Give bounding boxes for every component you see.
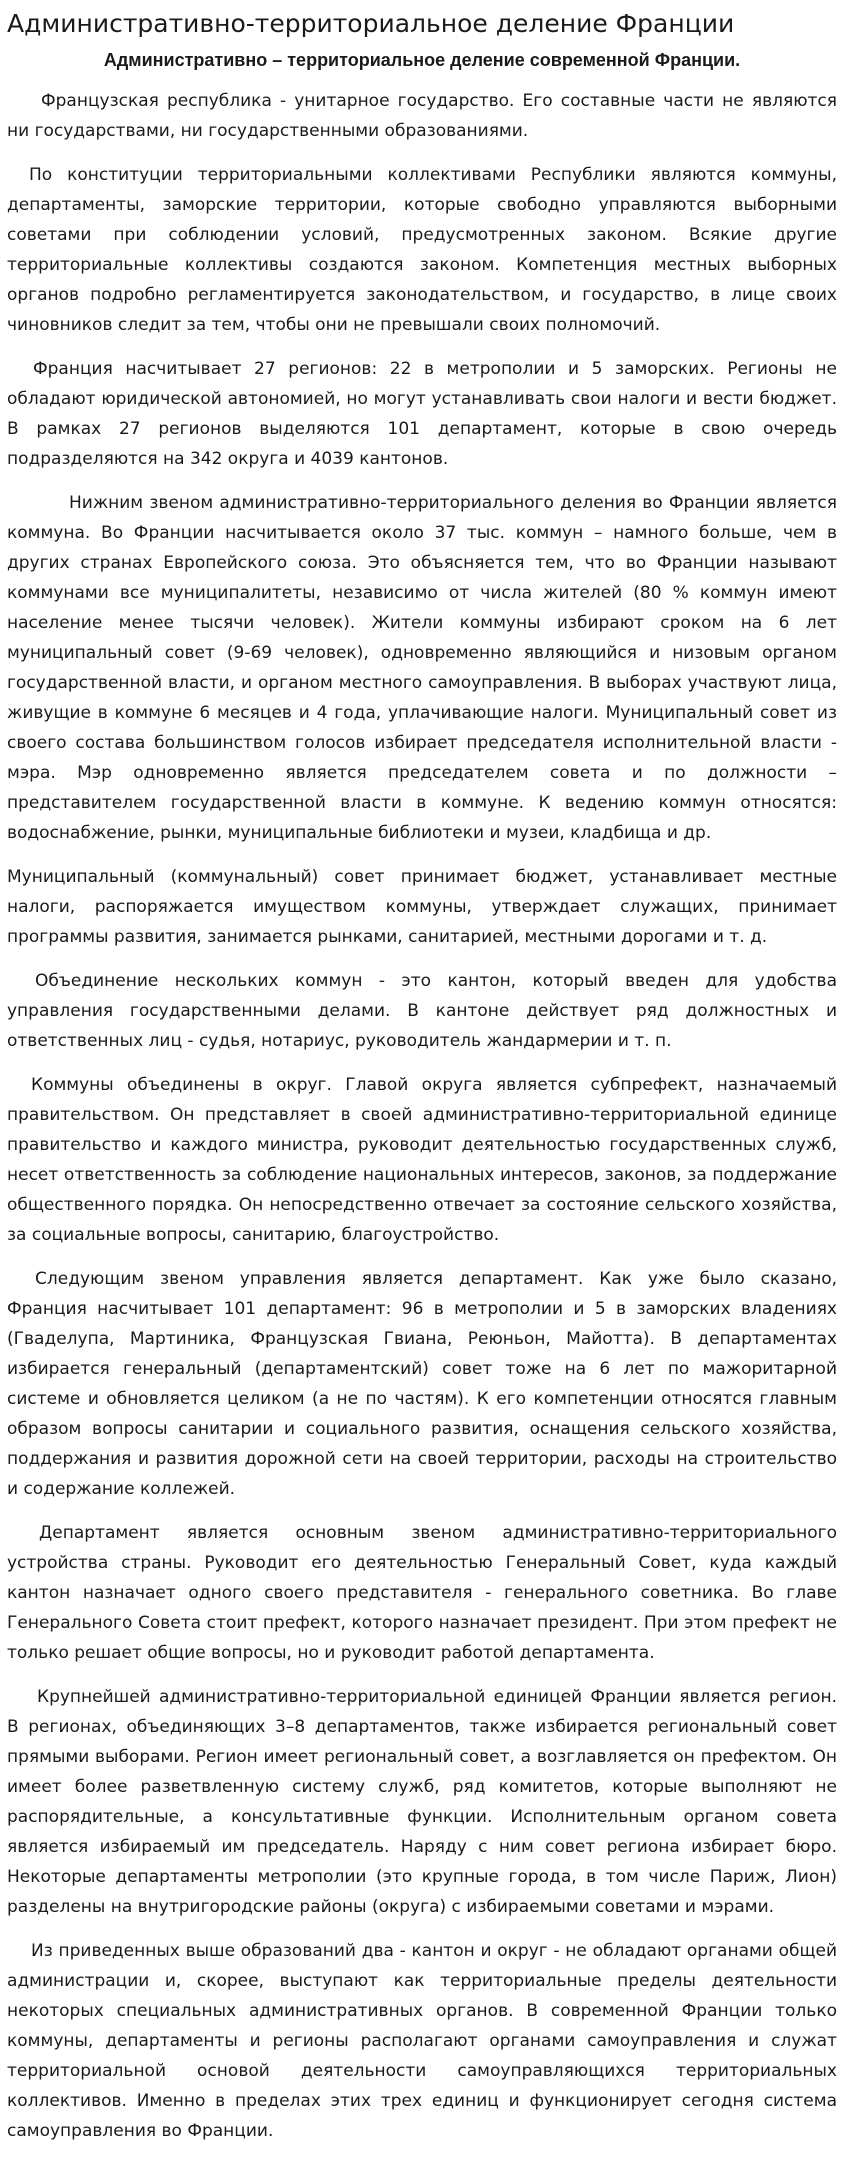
- paragraph-constitution: По конституции территориальными коллективами Республики являются коммуны, департаменты, заморские территории, которые свободно управляются выборными советами при соблюдении условий, предусмотренных законом. Всякие другие территориальные коллективы создаются законом. Компетенция местных выборных органов подробно регламентируется законодательством, и государство, в лице своих чиновников следит за тем, чтобы они не превышали своих полномочий.: [7, 165, 837, 335]
- paragraph-commune: Нижним звеном административно-территориального деления во Франции является коммуна. Во Франции насчитывается около 37 тыс. коммун – намного больше, чем в других странах Европейского союза. Это объясняется тем, что во Франции называют коммунами все муниципалитеты, независимо от числа жителей (80 % коммун имеют население менее тысячи человек). Жители коммуны избирают сроком на 6 лет муниципальный совет (9-69 человек), одновременно являющийся и низовым органом государственной власти, и органом местного самоуправления. В выборах участвуют лица, живущие в коммуне 6 месяцев и 4 года, уплачивающие налоги. Муниципальный совет из своего состава большинством голосов избирает председателя исполнительной власти - мэра. Мэр одновременно является председателем совета и по должности – представителем государственной власти в коммуне. К ведению коммун относятся: водоснабжение, рынки, муниципальные библиотеки и музеи, кладбища и др.: [7, 493, 837, 843]
- paragraph-canton: Объединение нескольких коммун - это кантон, который введен для удобства управления государственными делами. В кантоне действует ряд должностных и ответственных лиц - судья, нотариус, руководитель жандармерии и т. п.: [7, 971, 837, 1051]
- paragraph-arrondissement: Коммуны объединены в округ. Главой округа является субпрефект, назначаемый правительством. Он представляет в своей административно-территориальной единице правительство и каждого министра, руководит деятельностью государственных служб, несет ответственность за соблюдение национальных интересов, законов, за поддержание общественного порядка. Он непосредственно отвечает за состояние сельского хозяйства, за социальные вопросы, санитарию, благоустройство.: [7, 1075, 837, 1245]
- paragraph-department-main: Департамент является основным звеном административно-территориального устройства страны. Руководит его деятельностью Генеральный Совет, куда каждый кантон назначает одного своего представителя - генерального советника. Во главе Генерального Совета стоит префект, которого назначает президент. При этом префект не только решает общие вопросы, но и руководит работой департамента.: [7, 1523, 837, 1663]
- paragraph-conclusion: Из приведенных выше образований два - кантон и округ - не обладают органами общей администрации и, скорее, выступают как территориальные пределы деятельности некоторых специальных административных органов. В современной Франции только коммуны, департаменты и регионы располагают органами самоуправления и служат территориальной основой деятельности самоуправляющихся территориальных коллективов. Именно в пределах этих трех единиц и функционирует сегодня система самоуправления во Франции.: [7, 1941, 837, 2141]
- paragraph-department: Следующим звеном управления является департамент. Как уже было сказано, Франция насчитывает 101 департамент: 96 в метрополии и 5 в заморских владениях (Гваделупа, Мартиника, Французская Гвиана, Реюньон, Майотта). В департаментах избирается генеральный (департаментский) совет тоже на 6 лет по мажоритарной системе и обновляется целиком (а не по частям). К его компетенции относятся главным образом вопросы санитарии и социального развития, оснащения сельского хозяйства, поддержания и развития дорожной сети на своей территории, расходы на строительство и содержание коллежей.: [7, 1269, 837, 1499]
- page-title: Административно-территориальное деление Франции: [7, 9, 735, 38]
- paragraph-municipal-council: Муниципальный (коммунальный) совет принимает бюджет, устанавливает местные налоги, распоряжается имуществом коммуны, утверждает служащих, принимает программы развития, занимается рынками, санитарией, местными дорогами и т. д.: [7, 867, 837, 947]
- document-heading: Административно – территориальное деление современной Франции.: [103, 50, 741, 70]
- paragraph-regions-count: Франция насчитывает 27 регионов: 22 в метрополии и 5 заморских. Регионы не обладают юридической автономией, но могут устанавливать свои налоги и вести бюджет. В рамках 27 регионов выделяются 101 департамент, которые в свою очередь подразделяются на 342 округа и 4039 кантонов.: [7, 359, 837, 469]
- paragraph-intro: Французская республика - унитарное государство. Его составные части не являются ни государствами, ни государственными образованиями.: [7, 91, 837, 141]
- paragraph-region: Крупнейшей административно-территориальной единицей Франции является регион. В регионах, объединяющих 3–8 департаментов, также избирается региональный совет прямыми выборами. Регион имеет региональный совет, а возглавляется он префектом. Он имеет более разветвленную систему служб, ряд комитетов, которые выполняют не распорядительные, а консультативные функции. Исполнительным органом совета является избираемый им председатель. Наряду с ним совет региона избирает бюро. Некоторые департаменты метрополии (это крупные города, в том числе Париж, Лион) разделены на внутригородские районы (округа) с избираемыми советами и мэрами.: [7, 1687, 837, 1917]
